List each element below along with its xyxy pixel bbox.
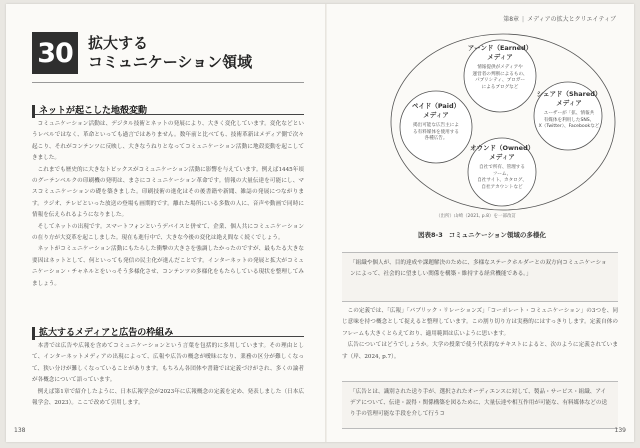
paragraph: そしてネットの出現です。スマートフォンというデバイスと併せて、企業、個人共にコミュニケーションの在り方が大変革を起こしました。現在も進行中で、大きな今後の変化は絶え間なく続くでしょう。 bbox=[32, 223, 304, 242]
book-spread bbox=[6, 4, 634, 442]
title-rule bbox=[32, 82, 304, 83]
running-head: 第8章 | メディアの拡大とクリエイティブ bbox=[503, 16, 616, 23]
section-heading-earthquake: ネットが起こした地殻変動 bbox=[32, 98, 304, 115]
left-page bbox=[6, 4, 324, 442]
shared-media-label: シェアド（Shared） メディア ユーザーが「拡、情報共 有媒体を利用したSNS、 X（Twitter）、Facebookなど bbox=[536, 90, 602, 130]
paragraph: これまでも歴史的に大きなトピックスがコミュニケーション活動に影響を与えています。例えば1445年頃のグーテンベルクの印刷機の発明は、まさにコミュニケーション革命です。情報の大量伝達を可能にし、マスコミュニケーションの礎を築きました。印刷技術の進化はその後書籍や新聞、雑誌の発展につながります。ラジオ、テレビといった放送の登場も画期的です。離れた場所にいる多数の人に、音声や動画で同時に情報を伝えられるようになりました。 bbox=[32, 166, 304, 219]
page-number-left: 138 bbox=[14, 427, 26, 434]
section-heading-media-framework: 拡大するメディアと広告の枠組み bbox=[32, 320, 304, 337]
paragraph: 本書では広告や広報を含めてコミュニケーションという言葉を包括的に多用しています。その理由として、インターネットメディアの出現によって、広報や広告の概念が曖昧になり、業務の区分が難しくなって、狭い分けが難しくなっていることがあります。もちろん各団体や書籍では定義づけがされ、多くの論者が各概念について語っています。 bbox=[32, 343, 304, 384]
figure-source-note: （出所）山崎（2021, p.8）を一部改訂 bbox=[436, 214, 516, 219]
paragraph: この定義では、「広報」「パブリック・リレーションズ」「コーポレート・コミュニケーション」の3つを、同じ意味を持つ概念として捉えると整理しています。この割り切り方は実務的にはすっきりします。定義自体のフレームも大きくとらえており、適用範囲は広いように思います。 bbox=[342, 308, 618, 337]
right-page bbox=[328, 4, 634, 442]
paragraph: 広告についてはどうでしょうか。大学の授業で使う代表的なテキストによると、次のように定義されています（岸、2024, p.7）。 bbox=[342, 342, 618, 360]
running-head-title: メディアの拡大とクリエイティブ bbox=[527, 16, 616, 23]
advertising-definition-quote: 「広告とは、識別された送り手が、選択されたオーディエンスに対して、製品・サービス・組織、アイデアについて、伝達・説得・関係構築を図るために、大量伝達や相互作用が可能な、有料媒体などの送り手の管理可能な手段を介して行うコ bbox=[342, 381, 618, 429]
paragraph: コミュニケーション活動は、デジタル技術とネットの発展により、大きく変化しています。変化などというレベルではなく、革命といっても過言ではありません。数年前と比べても、技術革新はメディア側で次々起こり、それがコンテンツに反映し、大きなうねりとなってコミュニケーション活動に地殻変動を起こしてきました。 bbox=[32, 121, 304, 162]
figure-title: コミュニケーション領域の多様化 bbox=[448, 231, 546, 239]
book-gutter bbox=[325, 4, 327, 442]
chapter-number: 30 bbox=[32, 32, 78, 74]
running-head-chapter: 第8章 bbox=[503, 16, 520, 23]
paid-media-label: ペイド（Paid） メディア 掲出可能な広告主によ る有料媒体を使用する 各種広告。 bbox=[411, 102, 461, 142]
chapter-title bbox=[88, 34, 252, 72]
section1-body bbox=[32, 119, 304, 290]
chapter-title-line2: コミュニケーション領域 bbox=[88, 53, 253, 71]
owned-media-label: オウンド（Owned） メディア 自社で所有、管理する フーム、 自社サイト、カタログ、 自社アカウントなど bbox=[470, 144, 535, 190]
section2-body bbox=[32, 341, 304, 409]
paragraph: 例えば第1章で紹介したように、日本広報学会が2023年に広報概念の定義を定め、発表しました（日本広報学会、2023）。ここで改めて引用します。 bbox=[32, 388, 304, 407]
figure-caption bbox=[418, 230, 546, 239]
earned-media-label: アーンド（Earned） メディア 情報提供がメディアや 運営者の判断によるもの、 パブリシティ、ブロガー によるブログなど bbox=[467, 44, 533, 90]
pr-definition-quote: 「組織や個人が、目的達成や課題解決のために、多様なステークホルダーとの双方向コミュニケーションによって、社会的に望ましい関係を構築・維持する経営機能である。」 bbox=[342, 252, 618, 302]
right-body-text bbox=[342, 306, 618, 363]
figure-label: 図表8-3 bbox=[418, 231, 443, 239]
chapter-title-line1: 拡大する bbox=[88, 34, 149, 52]
paragraph: ネットがコミュニケーション活動にもたらした衝撃の大きさを強調したかったのですが、最もたる大きな要因はネットとして、何といっても発信の民主化が進んだことです。インターネットの発展と拡大がコミュニケーション・チャネルとをいっそう多様化させ、コンテンツの多様化をもたらしている現状を整理してみましょう。 bbox=[32, 246, 304, 287]
chapter-header bbox=[32, 32, 252, 74]
peso-media-diagram bbox=[388, 30, 618, 220]
page-number-right: 139 bbox=[614, 427, 626, 434]
